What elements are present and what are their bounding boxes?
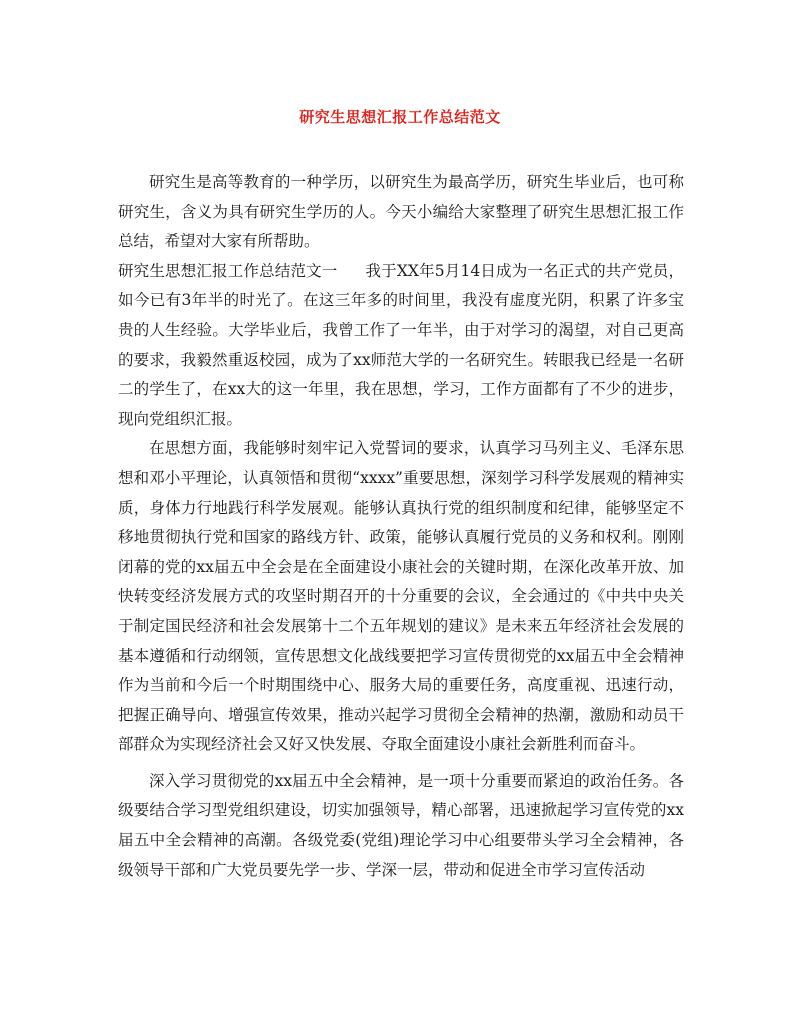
- section-heading: 研究生思想汇报工作总结范文一: [118, 261, 338, 280]
- intro-paragraph: 研究生是高等教育的一种学历，以研究生为最高学历，研究生毕业后，也可称研究生，含义为具有研究生学历的人。今天小编给大家整理了研究生思想汇报工作总结，希望对大家有所帮助。: [118, 173, 684, 251]
- thought-paragraph: 在思想方面，我能够时刻牢记入党誓词的要求，认真学习马列主义、毛泽东思想和邓小平理论，认真领悟和贯彻“xxxx”重要思想，深刻学习科学发展观的精神实质，身体力行地践行科学发展观。能够认真执行党的组织制度和纪律，能够坚定不移地贯彻执行党和国家的路线方针、政策，能够认真履行党员的义务和权利。刚刚闭幕的党的xx届五中全会是在全面建设小康社会的关键时期，在深化改革开放、加快转变经济发展方式的攻坚时期召开的十分重要的会议，全会通过的《中共中央关于制定国民经济和社会发展第十二个五年规划的建议》是未来五年经济社会发展的基本遵循和行动纲领，宣传思想文化战线要把学习宣传贯彻党的xx届五中全会精神作为当前和今后一个时期围绕中心、服务大局的重要任务，高度重视、迅速行动，把握正确导向、增强宣传效果，推动兴起学习贯彻全会精神的热潮，激励和动员干部群众为实现经济社会又好又快发展、夺取全面建设小康社会新胜利而奋斗。: [118, 439, 684, 754]
- paragraph-gap: [118, 760, 684, 767]
- document-title: 研究生思想汇报工作总结范文: [299, 108, 501, 126]
- document-body: [118, 168, 684, 885]
- study-paragraph: 深入学习贯彻党的xx届五中全会精神，是一项十分重要而紧迫的政治任务。各级要结合学习型党组织建设，切实加强领导，精心部署，迅速掀起学习宣传党的xx届五中全会精神的高潮。各级党委(党组)理论学习中心组要带头学习全会精神，各级领导干部和广大党员要先学一步、学深一层，带动和促进全市学习宣传活动: [118, 771, 684, 879]
- section-first-text: 我于XX年5月14日成为一名正式的共产党员，如今已有3年半的时光了。在这三年多的时间里，我没有虚度光阴，积累了许多宝贵的人生经验。大学毕业后，我曾工作了一年半，由于对学习的渴望，对自己更高的要求，我毅然重返校园，成为了xx师范大学的一名研究生。转眼我已经是一名研二的学生了，在xx大的这一年里，我在思想，学习，工作方面都有了不少的进步，现向党组织汇报。: [118, 261, 684, 428]
- section-paragraph: [118, 257, 684, 435]
